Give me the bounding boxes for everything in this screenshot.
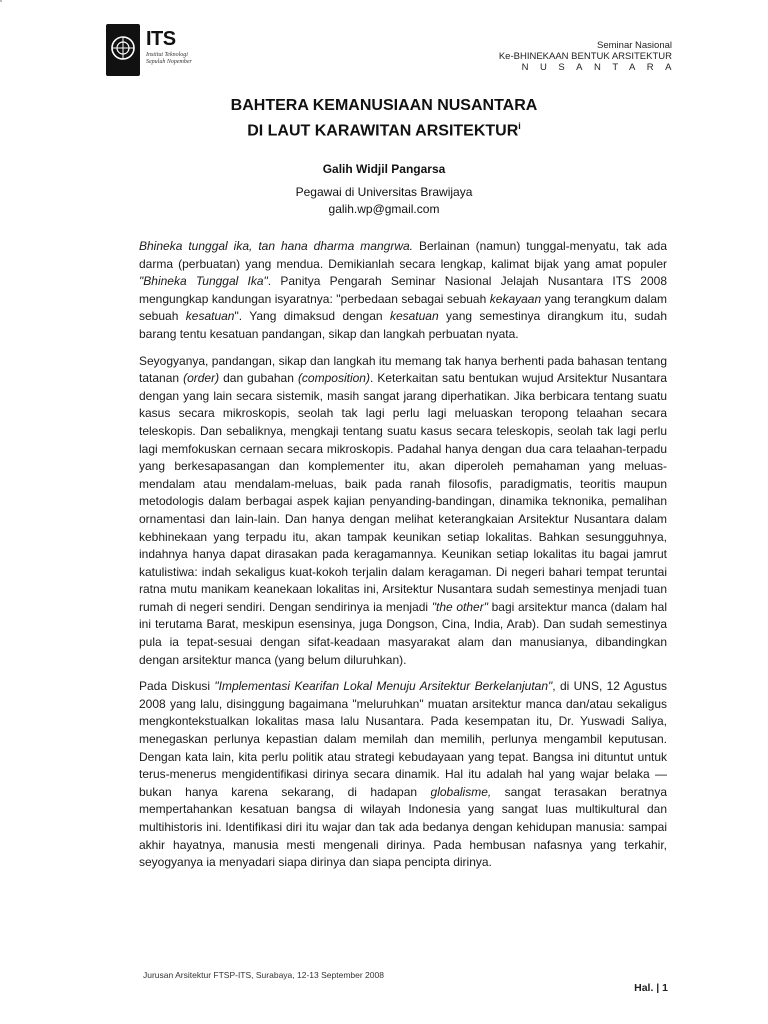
title-footnote-mark: i: [518, 121, 521, 131]
its-logo: [106, 24, 206, 80]
paper-body: [139, 238, 667, 881]
footer-institution: Jurusan Arsitektur FTSP-ITS, Surabaya, 12-13 September 2008: [143, 970, 384, 980]
author-email[interactable]: galih.wp@gmail.com: [328, 202, 440, 216]
body-paragraph: Bhineka tunggal ika, tan hana dharma mangrwa. Berlainan (namun) tunggal-menyatu, tak ada darma (perbuatan) yang mendua. Demikianlah secara lengkap, kalimat bijak yang amat populer "Bhineka Tunggal Ika". Panitya Pengarah Seminar Nasional Jelajah Nusantara ITS 2008 mengungkap kandungan isyaratnya: "perbedaan sebagai sebuah kekayaan yang terangkum dalam sebuah kesatuan". Yang dimaksud dengan kesatuan yang semestinya dirangkum itu, sudah barang tentu kesatuan pandangan, sikap dan langkah perbuatan nyata.: [139, 239, 668, 341]
title-line-2: DI LAUT KARAWITAN ARSITEKTUR$^i$: [247, 121, 521, 140]
author-name: Galih Widjil Pangarsa: [322, 162, 446, 176]
page-number: Hal. | 1: [634, 982, 668, 994]
body-paragraph: Pada Diskusi "Implementasi Kearifan Lokal Menuju Arsitektur Berkelanjutan", di UNS, 12 Agustus 2008 yang lalu, disinggung bagaimana "meluruhkan" muatan arsitektur manca dan/atau sekaligus mengkontekstualkan lokalitas masa lalu Nusantara. Pada kesempatan itu, Dr. Yuswadi Saliya, menegaskan perlunya kepastian dalam memilah dan memilih, perlunya mengambil keputusan. Dengan kata lain, kita perlu politik atau strategi kebudayaan yang tepat. Bangsa ini dituntut untuk terus-menerus mengidentifikasi dirinya secara dinamik. Hal itu adalah hal yang wajar belaka —bukan hanya karena sekarang, di hadapan globalisme, sangat terasakan beratnya mempertahankan kesatuan bangsa di wilayah Indonesia yang sangat luas multikultural dan multihistoris ini. Identifikasi diri itu wajar dan tak ada bedanya dengan kehidupan manusia: sampai akhir hayatnya, manusia mesti mengenali dirinya. Pada hembusan nafasnya yang terkahir, seyogyanya ia menyadari siapa dirinya dan siapa pencipta dirinya.: [139, 679, 668, 870]
author-affiliation-block: [0, 184, 768, 218]
seminar-line-2: Ke-BHINEKAAN BENTUK ARSITEKTUR: [498, 51, 672, 62]
its-emblem-icon: [106, 24, 140, 76]
corner-mark: [0, 0, 8, 8]
seminar-line-1: Seminar Nasional: [597, 40, 672, 51]
body-paragraph: Seyogyanya, pandangan, sikap dan langkah itu memang tak hanya berhenti pada bahasan tentang tatanan (order) dan gubahan (composition). Keterkaitan satu bentukan wujud Arsitektur Nusantara dengan yang lain secara sistemik, masih sangat jarang diperhatikan. Jika berbicara tentang suatu kasus secara mikroskopis, seolah tak lagi perlu lagi meluaskan teropong telaahan secara teleskopis. Dan sebaliknya, mengkaji tentang suatu kasus secara teleskopis, seolah tak lagi perlu lagi memfokuskan cernaan secara mikroskopis. Padahal hanya dengan dua cara telaahan-terpadu yang berkesapasangan dan komplementer itu, akan diperoleh pemahaman yang meluas-mendalam atau mendalam-meluas, baik pada ranah filosofis, paradigmatis, teoritis maupun metodologis dalam berbagai aspek kajian penyanding-bandingan, dinamika teknonika, pemalihan ornamentasi dan lain-lain. Dan hanya dengan melihat keterangkaian Arsitektur Nusantara dalam kebhinekaan yang terpadu itu, akan tampak keunikan setiap lokalitas. Bahkan sesungguhnya, indahnya hanya dapat dirasakan pada keragamannya. Keunikan setiap lokalitas itu bagai jamrut katulistiwa: indah sekaligus kuat-kokoh terjalin dalam keragaman. Di negeri bahari tempat teruntai ratna mutu manikam keanekaan lokalitas ini, Arsitektur Nusantara sudah semestinya menjadi tuan rumah di negeri sendiri. Dengan sendirinya ia menjadi "the other" bagi arsitektur manca (dalam hal ini terutama Barat, meskipun esensinya, juga Dongson, Cina, India, Arab). Dan sudah semestinya pula ia tepat-sesuai dengan sifat-keadaan masyarakat alam dan manusianya, dibandingkan dengan arsitektur manca (yang belum diluruhkan).: [139, 353, 667, 667]
author-affiliation: Pegawai di Universitas Brawijaya: [295, 185, 473, 199]
logo-subtitle: Institut Teknologi Sepuluh Nopember: [146, 52, 192, 65]
seminar-line-3: NUSANTARA: [521, 62, 683, 73]
seminar-header: [498, 40, 683, 73]
title-line-1: BAHTERA KEMANUSIAAN NUSANTARA: [230, 97, 538, 114]
paper-title: [0, 96, 768, 141]
logo-text: ITS: [146, 28, 176, 50]
